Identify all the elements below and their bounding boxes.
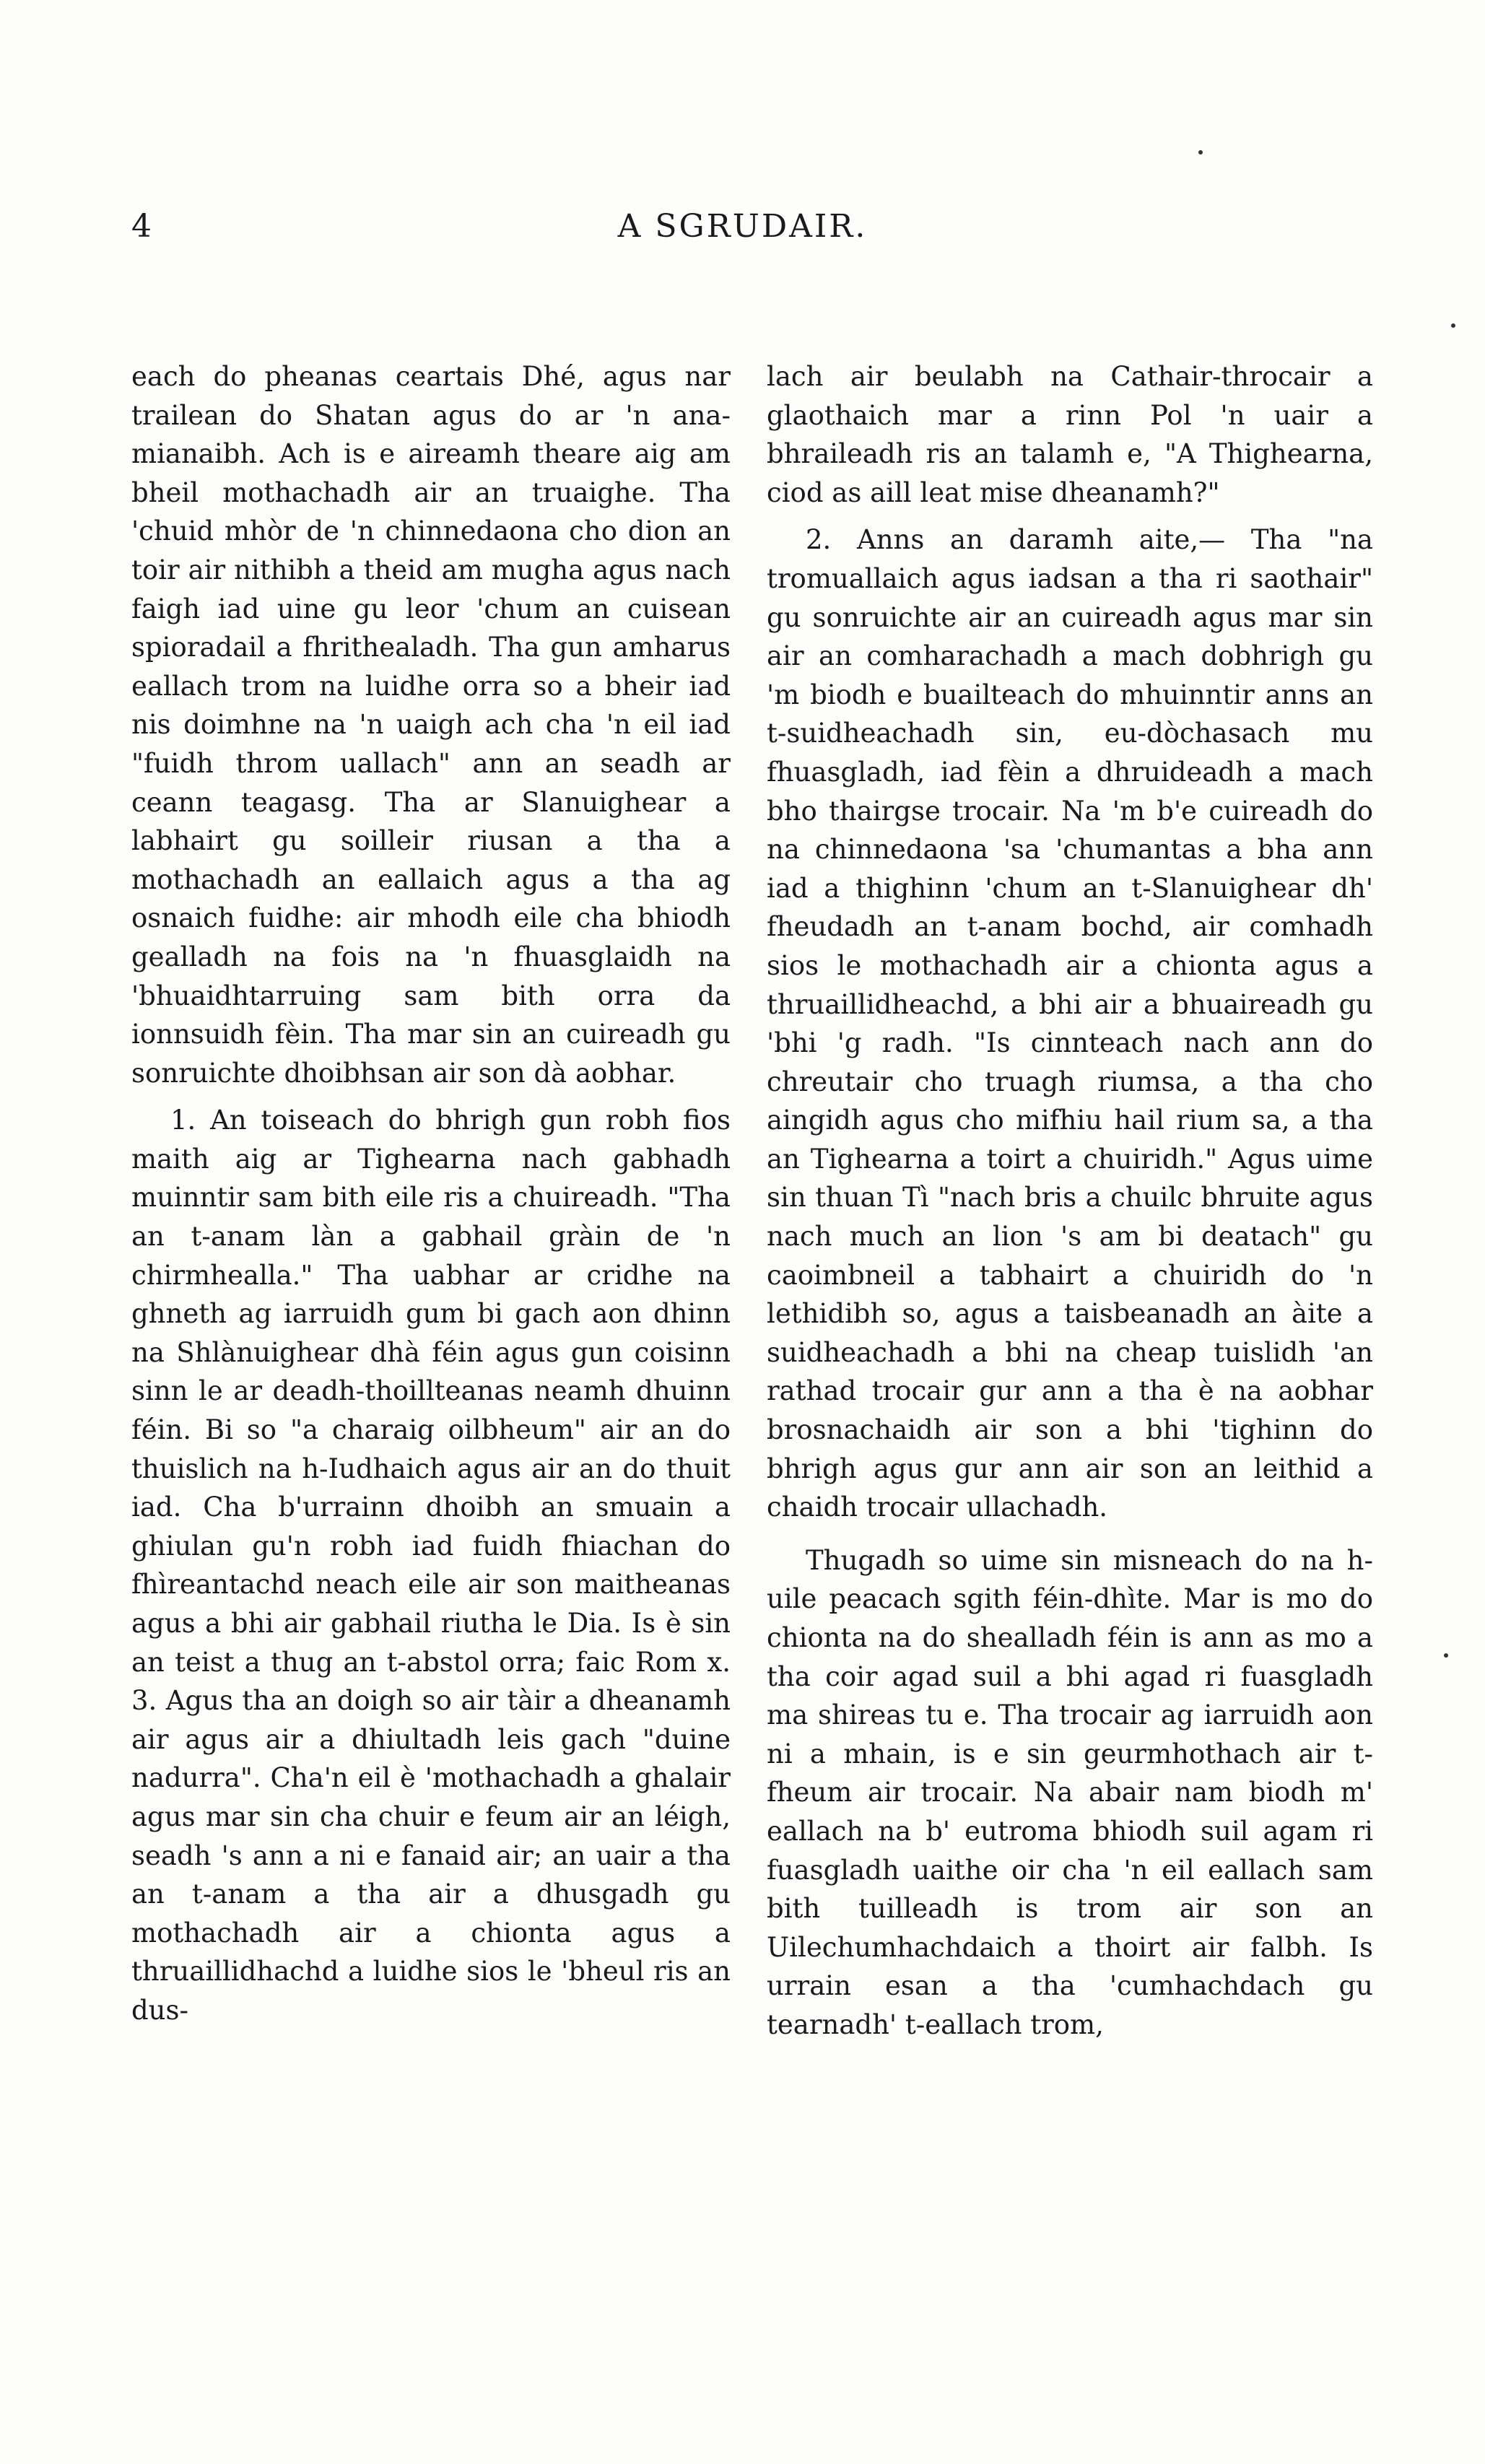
paragraph: lach air beulabh na Cathair-throcair a glaothaich mar a rinn Pol 'n uair a bhraileadh ris an talamh e, "A Thighearna, ciod as aill leat mise dheanamh?" [767, 361, 1373, 508]
print-speck [1451, 323, 1455, 328]
right-column [767, 357, 1373, 2045]
print-speck [1198, 150, 1203, 154]
print-speck [1444, 1653, 1448, 1658]
left-column [131, 357, 731, 2030]
page-number: 4 [131, 208, 152, 245]
paragraph: Thugadh so uime sin misneach do na h-uile peacach sgith féin-dhìte. Mar is mo do chionta na do shealladh féin is ann as mo a tha coir agad suil a bhi agad ri fuasgladh ma shireas tu e. Tha trocair ag iarruidh aon ni a mhain, is e sin geurmhothach air t-fheum air trocair. Na abair nam biodh m' eallach na b' eutroma bhiodh suil agam ri fuasgladh uaithe oir cha 'n eil eallach sam bith tuilleadh is trom air son an Uilechumhachdaich a thoirt air falbh. Is urrain esan a tha 'cumhachdach gu tearnadh' t-eallach trom, [767, 1544, 1373, 2040]
running-title: A SGRUDAIR. [617, 208, 868, 245]
paragraph: 2. Anns an daramh aite,— Tha "na tromuallaich agus iadsan a tha ri saothair" gu sonruichte air an cuireadh agus mar sin air an comharachadh a mach dobhrigh gu 'm biodh e buailteach do mhuinntir anns an t-suidheachadh sin, eu-dòchasach mu fhuasgladh, iad fèin a dhruideadh a mach bho thairgse trocair. Na 'm b'e cuireadh do na chinnedaona 'sa 'chumantas a bha ann iad a thighinn 'chum an t-Slanuighear dh' fheudadh an t-anam bochd, air comhadh sios le mothachadh air a chionta agus a thruaillidheachd, a bhi air a bhuaireadh gu 'bhi 'g radh. "Is cinnteach nach ann do chreutair cho truagh riumsa, a tha cho aingidh agus cho mifhiu hail rium sa, a tha an Tighearna a toirt a chuiridh." Agus uime sin thuan Tì "nach bris a chuilc bhruite agus nach much an lion 's am bi deatach" gu caoimbneil a tabhairt a chuiridh do 'n lethidibh so, agus a taisbeanadh an àite a suidheachadh a bhi na cheap tuislidh 'an rathad trocair gur ann a tha è na aobhar brosnachaidh air son a bhi 'tighinn do bhrigh agus gur ann air son an leithid a chaidh trocair ullachadh. [767, 524, 1373, 1523]
paragraph: 1. An toiseach do bhrigh gun robh fios maith aig ar Tighearna nach gabhadh muinntir sam bith eile ris a chuireadh. "Tha an t-anam làn a gabhail gràin de 'n chirmhealla." Tha uabhar ar cridhe na ghneth ag iarruidh gum bi gach aon dhinn na Shlànuighear dhà féin agus gun coisinn sinn le ar deadh-thoillteanas neamh dhuinn féin. Bi so "a charaig oilbheum" air an do thuislich na h-Iudhaich agus air an do thuit iad. Cha b'urrainn dhoibh an smuain a ghiulan gu'n robh iad fuidh fhiachan do fhìreantachd neach eile air son maitheanas agus a bhi air gabhail riutha le Dia. Is è sin an teist a thug an t-abstol orra; faic Rom x. 3. Agus tha an doigh so air tàir a dheanamh air agus air a dhiultadh leis gach "duine nadurra". Cha'n eil è 'mothachadh a ghalair agus mar sin cha chuir e feum air an léigh, seadh 's ann a ni e fanaid air; an uair a tha an t-anam a tha air a dhusgadh gu mothachadh air a chionta agus a thruaillidhachd a luidhe sios le 'bheul ris an dus- [131, 1105, 731, 2026]
paragraph: each do pheanas ceartais Dhé, agus nar trailean do Shatan agus do ar 'n ana-mianaibh. Ach is e aireamh theare aig am bheil mothachadh air an truaighe. Tha 'chuid mhòr de 'n chinnedaona cho dion an toir air nithibh a theid am mugha agus nach faigh iad uine gu leor 'chum an cuisean spioradail a fhrithealadh. Tha gun amharus eallach trom na luidhe orra so a bheir iad nis doimhne na 'n uaigh ach cha 'n eil iad "fuidh throm uallach" ann an seadh ar ceann teagasg. Tha ar Slanuighear a labhairt gu soilleir riusan a tha a mothachadh an eallaich agus a tha ag osnaich fuidhe: air mhodh eile cha bhiodh gealladh na fois na 'n fhuasglaidh na 'bhuaidhtarruing sam bith orra da ionnsuidh fèin. Tha mar sin an cuireadh gu sonruichte dhoibhsan air son dà aobhar. [131, 361, 731, 1089]
